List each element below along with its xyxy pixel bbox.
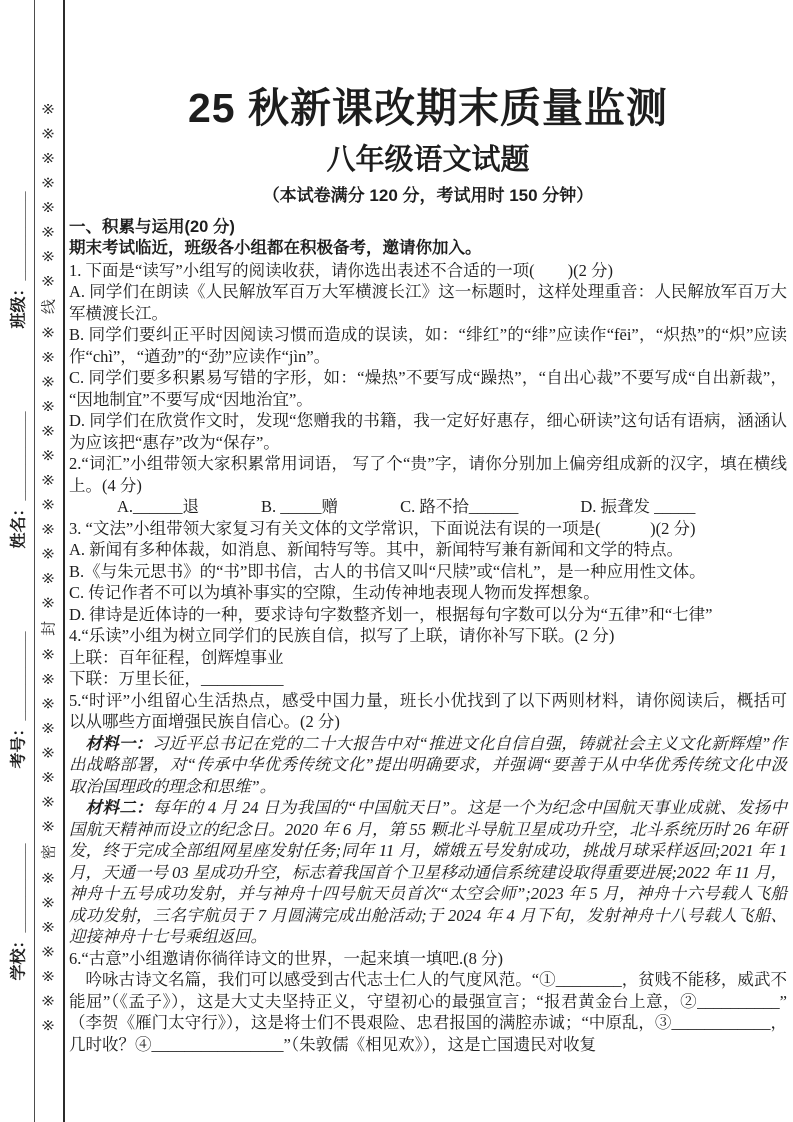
question-4-lower-line: 下联：万里长征，__________ xyxy=(69,669,284,689)
question-1-option-a: A. 同学们在朗读《人民解放军百万大军横渡长江》这一标题时，这样处理重音：人民解放军百万大军横渡长江。 xyxy=(69,282,787,323)
question-2-blank-d: D. 振聋发 _____ xyxy=(580,497,696,517)
question-1-option-c: C. 同学们要多积累易写错的字形，如：“燥热”不要写成“躁热”，“自出心裁”不要写成“自出新裁”，“因地制宜”不要写成“因地治宜”。 xyxy=(69,368,787,409)
question-4-stem: 4.“乐读”小组为树立同学们的民族自信，拟写了上联，请你补写下联。(2 分) xyxy=(69,626,615,646)
question-1-option-d: D. 同学们在欣赏作文时，发现“您赠我的书籍，我一定好好惠存，细心研读”这句话有语病，涵涵认为应该把“惠存”改为“保存”。 xyxy=(69,411,787,452)
material-2-label: 材料二： xyxy=(85,798,153,818)
question-3-option-a: A. 新闻有多种体裁，如消息、新闻特写等。其中，新闻特写兼有新闻和文学的特点。 xyxy=(69,540,684,560)
section-1-intro: 期末考试临近，班级各小组都在积极备考，邀请你加入。 xyxy=(69,239,482,258)
question-2-blanks-row xyxy=(69,496,787,518)
paper-subtitle: 八年级语文试题 xyxy=(326,144,530,177)
question-5-material-2 xyxy=(69,797,787,948)
question-3-option-b: B.《与朱元思书》的“书”即书信，古人的书信又叫“尺牍”或“信札”，是一种应用性文体。 xyxy=(69,561,706,581)
question-3-stem: 3. “文法”小组带领大家复习有关文体的文学常识，下面说法有误的一项是( )(2 分) xyxy=(69,518,696,538)
question-4-upper-line: 上联：百年征程，创辉煌事业 xyxy=(69,647,284,667)
question-3-option-d: D. 律诗是近体诗的一种，要求诗句字数整齐划一，根据每句字数可以分为“五律”和“七律” xyxy=(69,604,713,624)
question-2-blank-a: A.______退 xyxy=(117,497,200,517)
question-6-stem: 6.“古意”小组邀请你徜徉诗文的世界，一起来填一填吧.(8 分) xyxy=(69,948,504,968)
paper-content xyxy=(66,0,793,1122)
question-1-stem: 1. 下面是“读写”小组写的阅读收获，请你选出表述不合适的一项( )(2 分) xyxy=(69,260,614,280)
material-1-label: 材料一： xyxy=(85,733,153,753)
name-field: 姓名：__________ xyxy=(10,411,28,549)
section-1-heading: 一、积累与运用(20 分) xyxy=(69,217,235,236)
question-3-option-c: C. 传记作者不可以为填补事实的空隙，生动传神地表现人物而发挥想象。 xyxy=(69,583,600,603)
question-5-stem: 5.“时评”小组留心生活热点，感受中国力量，班长小优找到了以下两则材料，请你阅读后，概括可以从哪些方面增强民族自信心。(2 分) xyxy=(69,690,787,732)
question-6-passage: 吟咏古诗文名篇，我们可以感受到古代志士仁人的气度风范。“①________，贫贱不能移，威武不能屈”（《孟子》），这是大丈夫坚持正义，守望初心的最强宣言；“报君黄金台上意，②__________”（李贺《雁门太守行》），这是将士们不畏艰险、忠君报国的满腔赤诚；“中原乱，③____________，几时收？④________________”（朱敦儒《相见欢》），这是亡国遗民对收复 xyxy=(69,970,787,1054)
seal-outer-rule xyxy=(63,0,65,1122)
paper-title: 25 秋新课改期末质量监测 xyxy=(188,85,668,131)
question-2-blank-b: B. _____赠 xyxy=(261,497,339,517)
paper-meta: （本试卷满分 120 分，考试用时 150 分钟） xyxy=(262,186,594,206)
seal-inner-rule xyxy=(34,0,35,1122)
question-5-material-1 xyxy=(69,733,787,798)
question-2-blank-c: C. 路不拾______ xyxy=(400,497,519,517)
material-2-text: 每年的 4 月 24 日为我国的“中国航天日”。这是一个为纪念中国航天事业成就、发扬中国航天精神而设立的纪念日。2020 年 6 月，第 55 颗北斗导航卫星成功升空，北斗系统历时 26 年研发，终于完成全部组网星座发射任务;同年 11 月，嫦娥五号发射成功，挑战月球采样返回;2021 年 1 月，天通一号 03 星成功升空，标志着我国首个卫星移动通信系统建设取得重要进展;2022 年 11 月，神舟十五号成功发射，并与神舟十四号航天员首次“太空会师”;2023 年 5 月，神舟十六号载人飞船成功发射，三名宇航员于 7 月圆满完成出舱活动;于 2024 年 4 月下旬，发射神舟十八号载人飞船、迎接神舟十七号乘组返回。 xyxy=(69,798,787,947)
seal-line-text: ※※※※※※※密※※※※※※※※封※※※※※※※※※※※※线※※※※※※※※ xyxy=(39,90,58,1032)
school-field: 学校：__________ xyxy=(10,843,28,981)
material-1-text: 习近平总书记在党的二十大报告中对“推进文化自信自强，铸就社会主义文化新辉煌”作出战略部署，对“传承中华优秀传统文化”提出明确要求，并强调“要善于从中华优秀传统文化中汲取治国理政的理念和思维”。 xyxy=(69,733,788,796)
exam-number-field: 考号：__________ xyxy=(10,631,28,769)
question-2-stem: 2.“词汇”小组带领大家积累常用词语， 写了个“贵”字，请你分别加上偏旁组成新的汉字，填在横线上。(4 分) xyxy=(69,454,787,495)
class-field: 班级：__________ xyxy=(10,191,28,329)
question-1-option-b: B. 同学们要纠正平时因阅读习惯而造成的误读，如：“绯红”的“绯”应读作“fēi”，“炽热”的“炽”应读作“chì”，“遒劲”的“劲”应读作“jìn”。 xyxy=(69,325,787,366)
